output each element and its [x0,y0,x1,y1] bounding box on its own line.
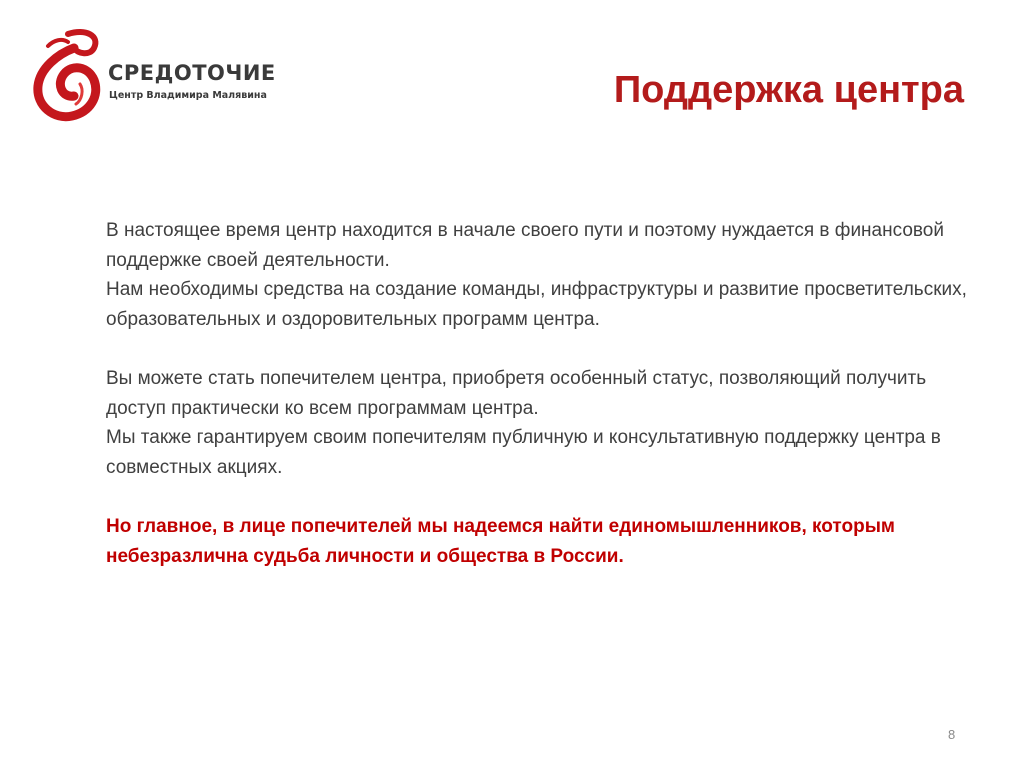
logo-subtitle: Центр Владимира Малявина [109,90,267,101]
paragraph-spacer [106,334,986,364]
body-paragraph-4: Мы также гарантируем своим попечителям публичную и консультативную поддержку центра в совместных акциях. [106,427,941,478]
accent-paragraph: Но главное, в лице попечителей мы надеемся найти единомышленников, которым небезразлична судьба личности и общества в России. [106,516,895,567]
body-paragraph-1: В настоящее время центр находится в начале своего пути и поэтому нуждается в финансовой поддержке своей деятельности. [106,220,944,271]
logo [28,28,288,123]
body-paragraph-2: Нам необходимы средства на создание команды, инфраструктуры и развитие просветительских, образовательных и оздоровительных программ центра. [106,279,967,330]
page-number: 8 [948,727,956,742]
red-brush-stroke-logo-icon [28,28,108,122]
slide-body [106,216,986,567]
slide-title: Поддержка центра [613,69,964,111]
body-paragraph-3: Вы можете стать попечителем центра, приобретя особенный статус, позволяющий получить доступ практически ко всем программам центра. [106,368,927,419]
logo-name: СРЕДОТОЧИЕ [108,61,276,85]
